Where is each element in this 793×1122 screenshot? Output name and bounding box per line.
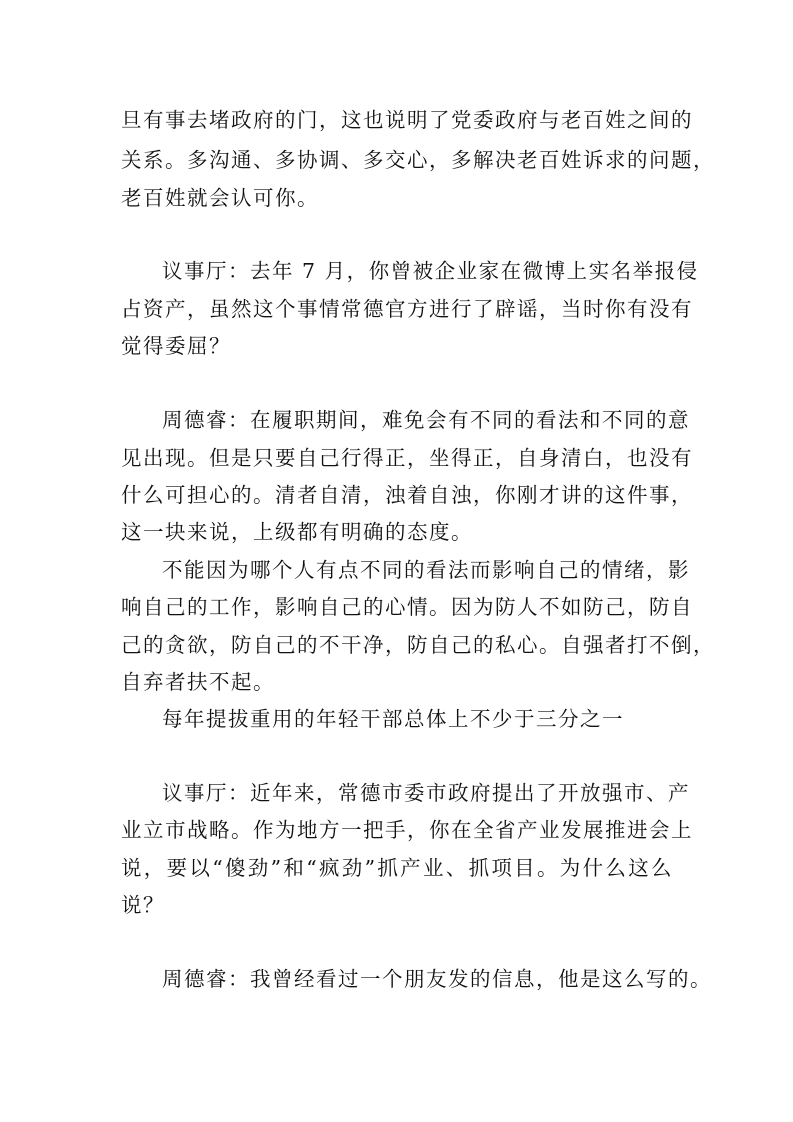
text-line: 说，要以“傻劲”和“疯劲”抓产业、抓项目。为什么这么 <box>121 856 673 880</box>
text-line: 老百姓就会认可你。 <box>121 186 319 210</box>
text-line: 什么可担心的。清者自清，浊着自浊，你刚才讲的这件事， <box>121 483 693 507</box>
text-line: 不能因为哪个人有点不同的看法而影响自己的情绪，影 <box>162 558 690 582</box>
text-line: 周德睿：我曾经看过一个朋友发的信息，他是这么写的。 <box>162 967 712 991</box>
section-heading: 每年提拔重用的年轻干部总体上不少于三分之一 <box>162 707 624 731</box>
text-line: 响自己的工作，影响自己的心情。因为防人不如防己，防自 <box>121 595 693 619</box>
text-line: 业立市战略。作为地方一把手，你在全省产业发展推进会上 <box>121 818 693 842</box>
text-line: 占资产，虽然这个事情常德官方进行了辟谣，当时你有没有 <box>121 297 693 321</box>
text-line: 旦有事去堵政府的门，这也说明了党委政府与老百姓之间的 <box>121 108 693 132</box>
text-line: 觉得委屈？ <box>121 334 231 358</box>
text-line: 自弃者扶不起。 <box>121 670 275 694</box>
text-line: 议事厅：去年 7 月，你曾被企业家在微博上实名举报侵 <box>162 259 699 283</box>
text-line: 议事厅：近年来，常德市委市政府提出了开放强市、产 <box>162 781 690 805</box>
text-line: 关系。多沟通、多协调、多交心，多解决老百姓诉求的问题， <box>121 148 715 172</box>
text-line: 见出现。但是只要自己行得正，坐得正，自身清白，也没有 <box>121 446 693 470</box>
text-line: 这一块来说，上级都有明确的态度。 <box>121 520 473 544</box>
text-line: 周德睿：在履职期间，难免会有不同的看法和不同的意 <box>162 408 690 432</box>
text-line: 己的贪欲，防自己的不干净，防自己的私心。自强者打不倒， <box>121 633 715 657</box>
text-line: 说？ <box>121 893 165 917</box>
